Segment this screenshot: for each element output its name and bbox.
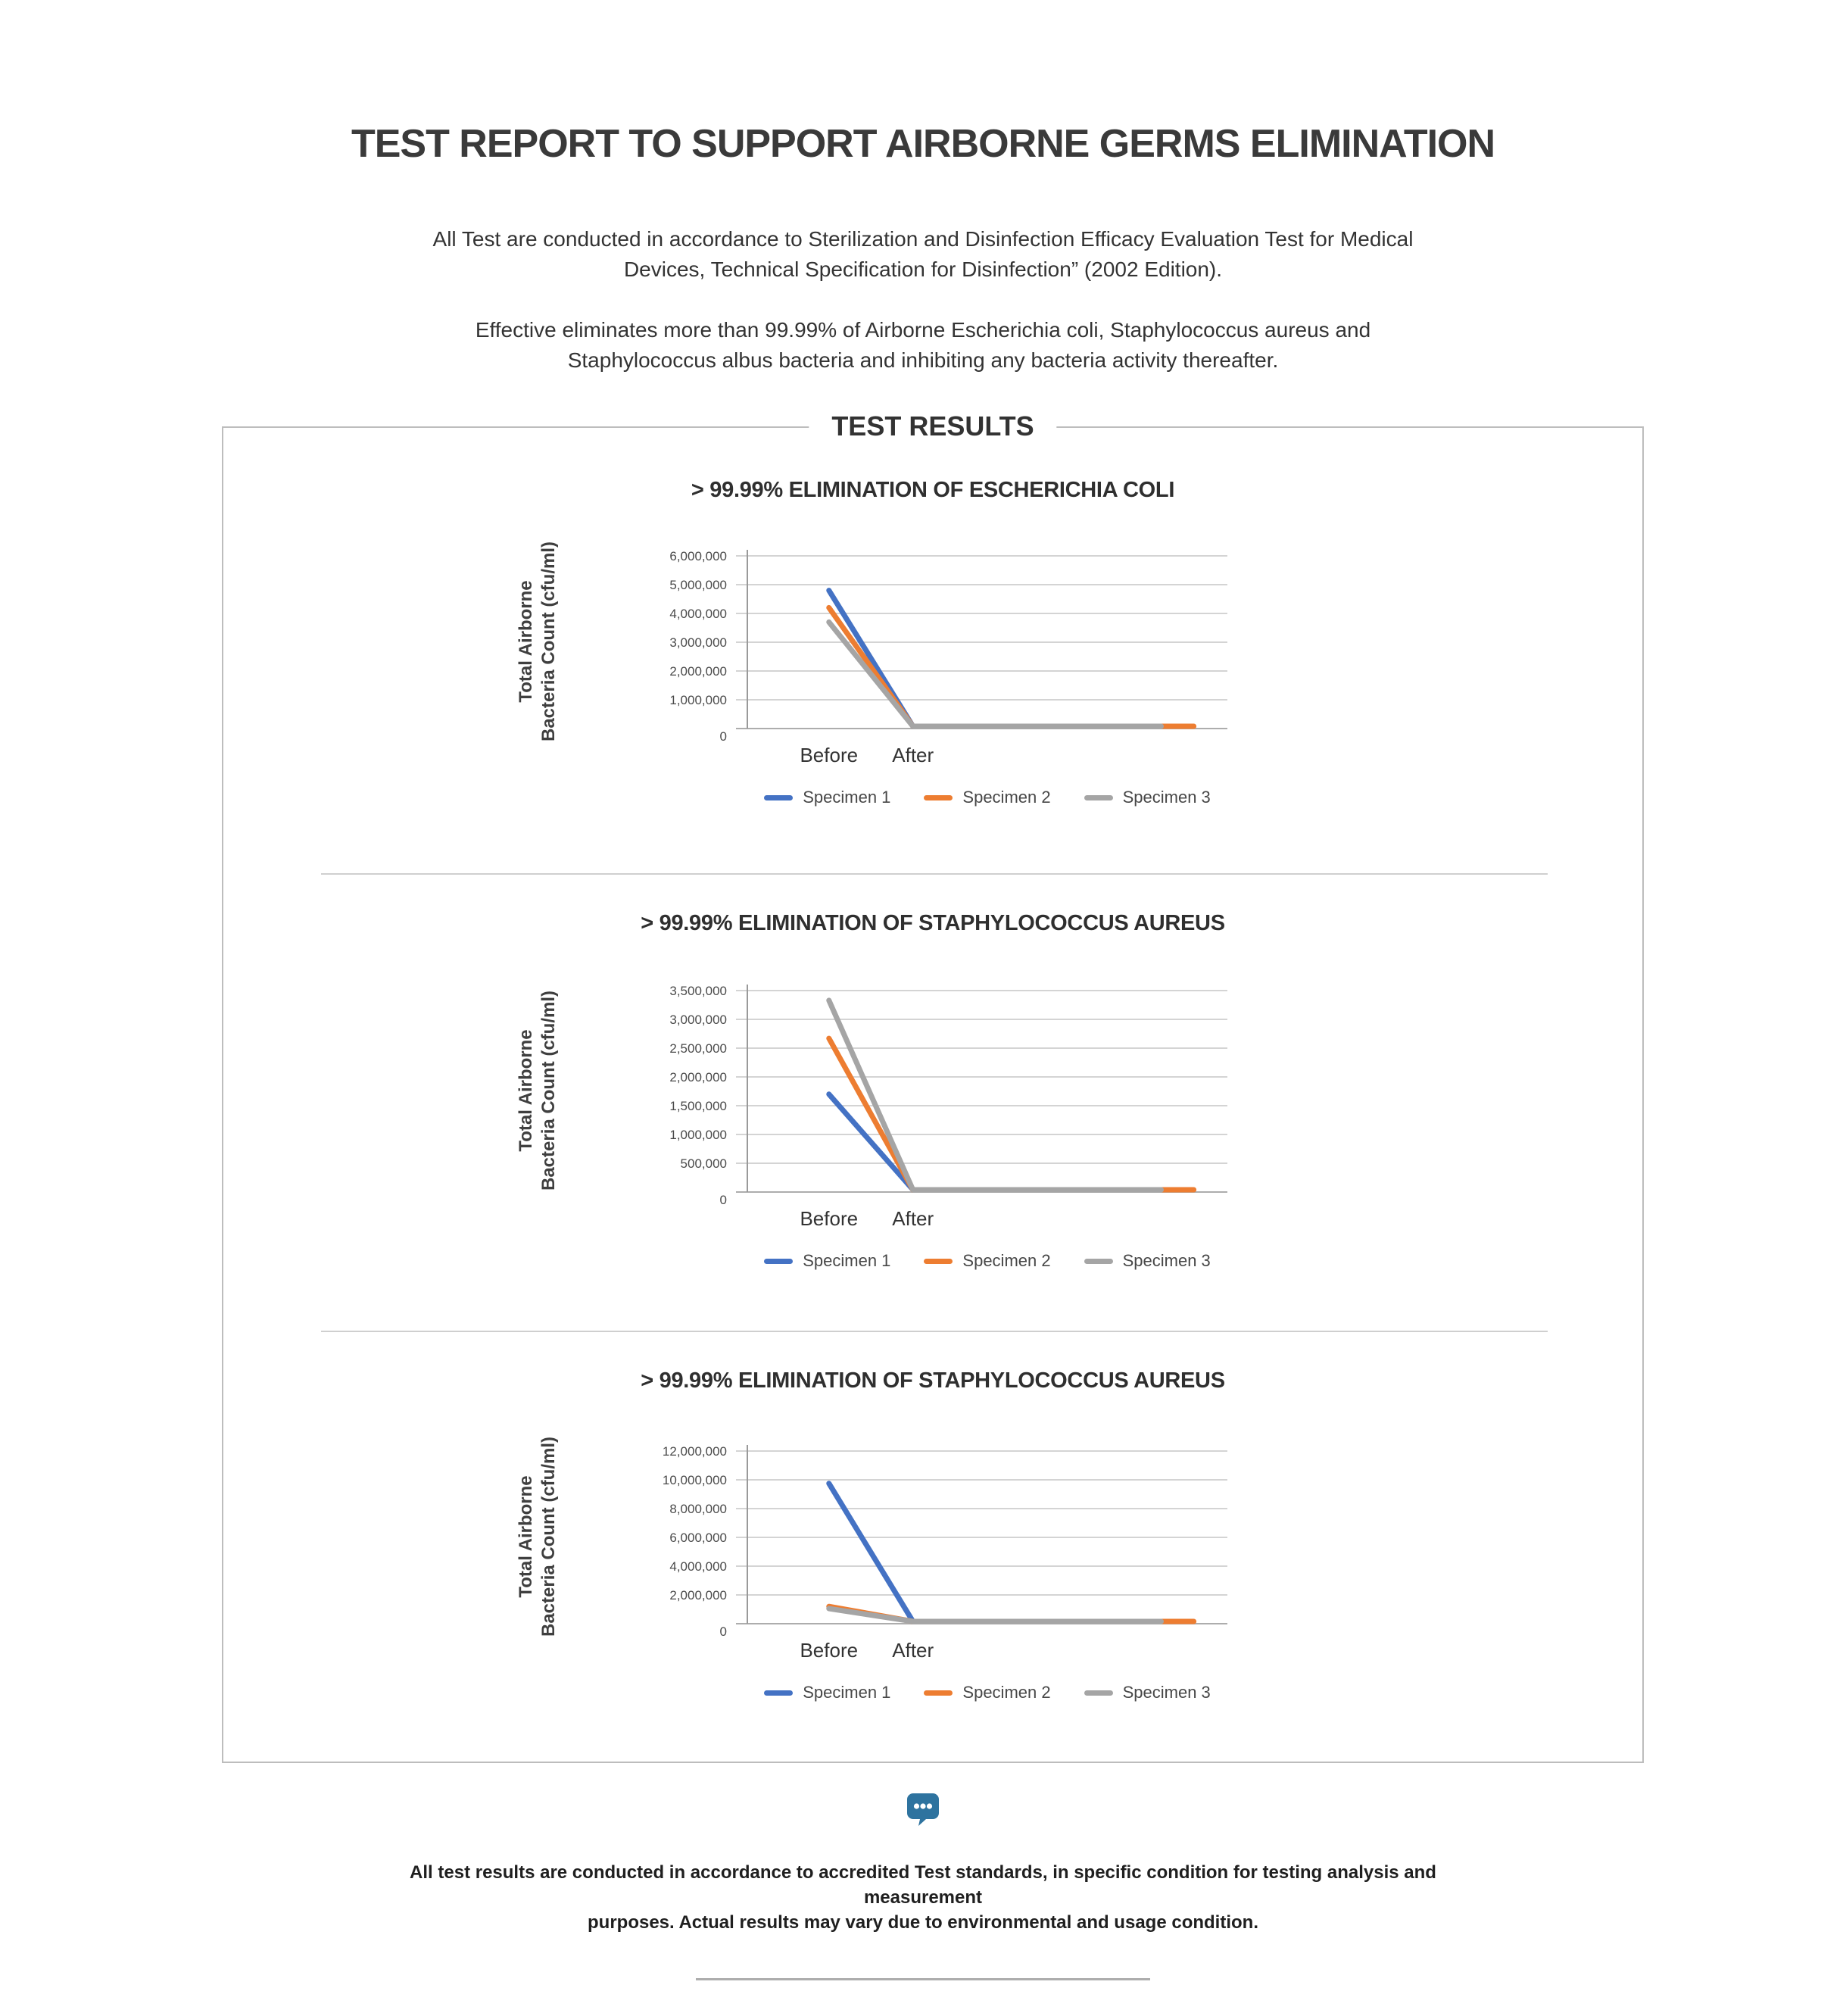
legend-item-specimen-1: [764, 788, 890, 807]
legend-item-specimen-1: [764, 1251, 890, 1271]
footer-note: [355, 1860, 1491, 1935]
y-tick-label: 2,500,000: [669, 1041, 727, 1056]
y-tick-label: 3,000,000: [669, 635, 727, 650]
y-tick-label: 1,000,000: [669, 693, 727, 707]
chart-title: > 99.99% ELIMINATION OF ESCHERICHIA COLI: [691, 478, 1175, 502]
legend-item-specimen-3: [1084, 788, 1211, 807]
y-tick-label: 3,500,000: [669, 984, 727, 998]
legend-label: Specimen 2: [962, 1683, 1051, 1702]
series-line-specimen-3: [829, 1609, 1162, 1621]
y-axis-label: [515, 962, 560, 1219]
y-axis-label-line1: Total Airborne: [516, 1029, 536, 1152]
y-axis-label-line2: Bacteria Count (cfu/ml): [538, 990, 559, 1191]
legend-line-swatch: [924, 1690, 953, 1696]
y-axis-label-line2: Bacteria Count (cfu/ml): [538, 1436, 559, 1637]
legend-item-specimen-2: [924, 788, 1050, 807]
chart-svg-container: [572, 980, 1238, 1247]
intro-paragraph-2: [332, 315, 1514, 376]
chart-svg-container: [572, 545, 1238, 783]
test-results-box: [222, 410, 1644, 1763]
bottom-divider: [696, 1978, 1150, 1980]
y-tick-label: 1,500,000: [669, 1099, 727, 1113]
y-tick-label: 2,000,000: [669, 664, 727, 679]
legend-label: Specimen 2: [962, 788, 1051, 807]
x-category-label: Before: [800, 1207, 859, 1230]
y-tick-label: 6,000,000: [669, 549, 727, 563]
chart-title: > 99.99% ELIMINATION OF STAPHYLOCOCCUS AUREUS: [641, 911, 1225, 935]
legend-item-specimen-2: [924, 1251, 1050, 1271]
x-category-label: Before: [800, 744, 859, 766]
legend-label: Specimen 3: [1122, 1683, 1211, 1702]
y-tick-label: 4,000,000: [669, 607, 727, 621]
x-category-label: Before: [800, 1639, 859, 1662]
y-axis-label-line1: Total Airborne: [516, 580, 536, 703]
y-tick-label: 0: [719, 1193, 727, 1207]
chart-svg: [572, 1440, 1238, 1678]
chart-plot-row: [504, 1436, 1238, 1678]
y-tick-label: 6,000,000: [669, 1531, 727, 1545]
y-axis-label-cell: [504, 1436, 572, 1678]
chart-svg-container: [572, 1440, 1238, 1678]
text-line: All Test are conducted in accordance to Sterilization and Disinfection Efficacy Evaluation Test for Medical: [432, 227, 1414, 251]
y-tick-label: 12,000,000: [662, 1444, 727, 1459]
y-tick-label: 5,000,000: [669, 578, 727, 592]
y-axis-label-cell: [504, 980, 572, 1247]
text-line: Effective eliminates more than 99.99% of Airborne Escherichia coli, Staphylococcus aureus and: [475, 318, 1371, 342]
chart-svg: [572, 545, 1238, 783]
chart-legend: [747, 1683, 1227, 1702]
legend-label: Specimen 3: [1122, 788, 1211, 807]
text-line: Devices, Technical Specification for Disinfection” (2002 Edition).: [623, 257, 1223, 281]
y-tick-label: 2,000,000: [669, 1588, 727, 1603]
legend-line-swatch: [924, 795, 953, 800]
chart-legend: [747, 1251, 1227, 1271]
text-line: Staphylococcus albus bacteria and inhibiting any bacteria activity thereafter.: [567, 348, 1279, 372]
y-tick-label: 3,000,000: [669, 1013, 727, 1027]
legend-label: Specimen 3: [1122, 1251, 1211, 1270]
legend-line-swatch: [1084, 795, 1113, 800]
legend-line-swatch: [764, 1259, 793, 1264]
y-tick-label: 8,000,000: [669, 1502, 727, 1516]
legend-label: Specimen 2: [962, 1251, 1051, 1270]
chart-legend: [747, 788, 1227, 807]
intro-paragraph-1: [332, 224, 1514, 285]
legend-item-specimen-1: [764, 1683, 890, 1702]
y-tick-label: 0: [719, 729, 727, 744]
chart-plot-row: [504, 541, 1238, 783]
y-tick-label: 1,000,000: [669, 1128, 727, 1142]
legend-line-swatch: [764, 1690, 793, 1696]
x-category-label: After: [892, 744, 934, 766]
y-axis-label-line2: Bacteria Count (cfu/ml): [538, 541, 559, 742]
legend-item-specimen-2: [924, 1683, 1050, 1702]
legend-line-swatch: [764, 795, 793, 800]
series-line-specimen-2: [829, 607, 1194, 726]
chart-title: > 99.99% ELIMINATION OF STAPHYLOCOCCUS AUREUS: [641, 1368, 1225, 1393]
section-divider: [321, 1331, 1548, 1332]
x-category-label: After: [892, 1639, 934, 1662]
legend-item-specimen-3: [1084, 1251, 1211, 1271]
y-axis-label: [515, 1408, 560, 1665]
y-axis-label: [515, 513, 560, 770]
chart-staphylococcus-aureus-2: [223, 1368, 1642, 1702]
text-line: purposes. Actual results may vary due to environmental and usage condition.: [588, 1912, 1258, 1933]
text-line: All test results are conducted in accordance to accredited Test standards, in specific condition for testing analysis and measurement: [410, 1862, 1436, 1908]
section-divider: [321, 873, 1548, 875]
legend-item-specimen-3: [1084, 1683, 1211, 1702]
series-line-specimen-2: [829, 1038, 1194, 1190]
y-axis-label-cell: [504, 541, 572, 783]
legend-label: Specimen 1: [803, 788, 891, 807]
y-tick-label: 10,000,000: [662, 1473, 727, 1487]
y-tick-label: 2,000,000: [669, 1070, 727, 1084]
y-tick-label: 500,000: [680, 1156, 727, 1171]
chart-plot-row: [504, 980, 1238, 1247]
chart-escherichia-coli: [223, 478, 1642, 807]
series-line-specimen-1: [829, 1484, 1172, 1621]
series-line-specimen-3: [829, 1000, 1162, 1190]
x-category-label: After: [892, 1207, 934, 1230]
legend-label: Specimen 1: [803, 1251, 891, 1270]
y-axis-label-line1: Total Airborne: [516, 1475, 536, 1598]
chart-svg: [572, 980, 1238, 1247]
chart-staphylococcus-aureus: [223, 911, 1642, 1271]
series-line-specimen-1: [829, 1094, 1172, 1190]
series-line-specimen-1: [829, 591, 1172, 726]
speech-bubble-icon: [906, 1790, 940, 1830]
legend-label: Specimen 1: [803, 1683, 891, 1702]
legend-line-swatch: [924, 1259, 953, 1264]
y-tick-label: 4,000,000: [669, 1559, 727, 1574]
legend-line-swatch: [1084, 1690, 1113, 1696]
y-tick-label: 0: [719, 1624, 727, 1639]
legend-line-swatch: [1084, 1259, 1113, 1264]
report-title: TEST REPORT TO SUPPORT AIRBORNE GERMS ELIMINATION: [351, 122, 1495, 166]
test-results-heading: TEST RESULTS: [809, 410, 1056, 442]
